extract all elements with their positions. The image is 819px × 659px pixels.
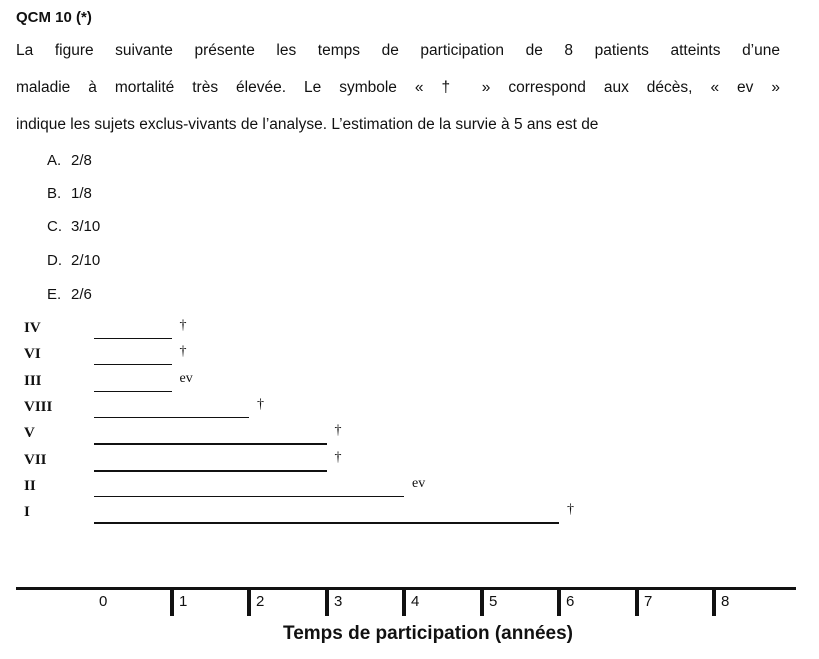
option-letter: B.	[47, 185, 62, 202]
option-letter: D.	[47, 252, 62, 269]
axis-tick-label: 8	[721, 593, 730, 610]
axis-tick-label: 0	[99, 593, 108, 610]
axis-tick	[325, 590, 329, 616]
death-marker: †	[567, 502, 574, 518]
axis-tick-label: 6	[566, 593, 575, 610]
axis-tick	[247, 590, 251, 616]
patient-bar	[94, 417, 249, 418]
patient-bar	[94, 470, 327, 472]
death-marker: †	[179, 318, 187, 333]
patient-label: VI	[24, 346, 41, 363]
death-marker: †	[257, 396, 264, 412]
death-marker: †	[334, 449, 342, 465]
patient-label: IV	[24, 320, 41, 336]
option-letter: C.	[47, 218, 62, 235]
option-text: 2/10	[71, 252, 101, 269]
patient-bar	[94, 391, 172, 392]
option-text: 2/8	[71, 152, 92, 169]
death-marker: †	[179, 344, 187, 360]
axis-tick	[480, 590, 484, 616]
statement-line: maladie à mortalité très élevée. Le symbole « † » correspond aux décès, « ev »	[16, 79, 780, 96]
option-letter: E.	[47, 286, 62, 303]
patient-bar	[94, 338, 172, 339]
statement-line: La figure suivante présente les temps de participation de 8 patients atteints d’une	[16, 42, 780, 59]
patient-label: VII	[24, 451, 47, 468]
patient-bar	[94, 443, 327, 445]
patient-label: I	[24, 504, 30, 521]
death-marker: †	[334, 423, 342, 439]
option-a[interactable]	[47, 152, 92, 169]
axis-tick	[402, 590, 406, 616]
axis-tick-label: 3	[334, 593, 343, 610]
axis-tick	[170, 590, 174, 616]
excluded-alive-marker: ev	[412, 475, 426, 491]
axis-tick-label: 2	[256, 593, 265, 610]
axis-tick-label: 1	[179, 593, 188, 610]
axis-tick	[712, 590, 716, 616]
option-c[interactable]	[47, 218, 100, 235]
option-text: 1/8	[71, 185, 92, 202]
statement-line: indique les sujets exclus-vivants de l’analyse. L’estimation de la survie à 5 ans est de	[16, 116, 599, 133]
question-title: QCM 10 (*)	[16, 9, 92, 26]
axis-tick	[635, 590, 639, 616]
patient-label: III	[24, 372, 42, 389]
axis-title: Temps de participation (années)	[283, 623, 573, 644]
patient-bar	[94, 496, 404, 497]
option-e[interactable]	[47, 286, 92, 303]
axis-tick-label: 7	[644, 593, 653, 610]
patient-label: VIII	[24, 398, 53, 415]
option-text: 3/10	[71, 218, 101, 235]
excluded-alive-marker: ev	[179, 370, 193, 386]
axis-tick-label: 4	[411, 593, 420, 610]
axis-line	[16, 587, 796, 590]
axis-tick	[557, 590, 561, 616]
option-letter: A.	[47, 152, 62, 169]
patient-label: II	[24, 477, 36, 494]
patient-bar	[94, 522, 559, 524]
option-text: 2/6	[71, 286, 92, 303]
patient-bar	[94, 364, 172, 365]
option-b[interactable]	[47, 185, 92, 202]
axis-tick-label: 5	[489, 593, 498, 610]
option-d[interactable]	[47, 252, 100, 269]
patient-label: V	[24, 425, 35, 442]
